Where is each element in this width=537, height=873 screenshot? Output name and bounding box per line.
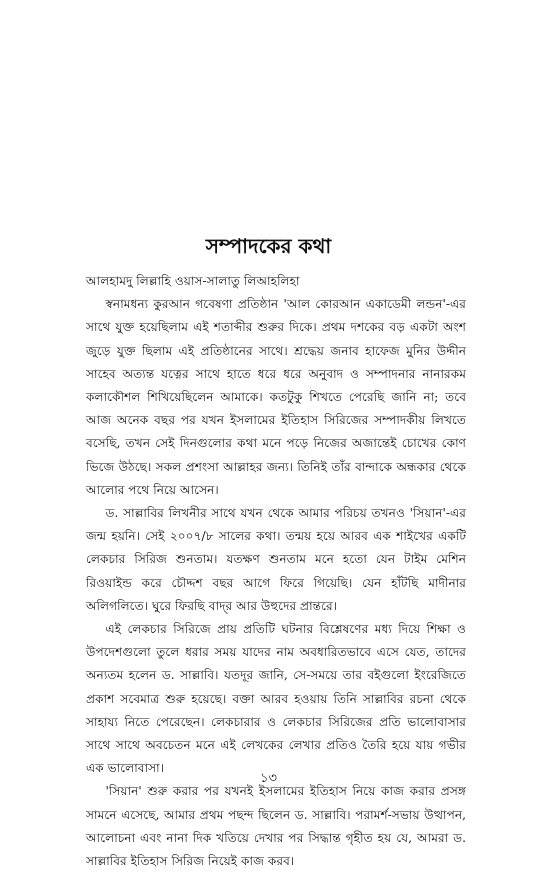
paragraph: 'সিয়ান' শুরু করার পর যখনই ইসলামের ইতিহাস নিয়ে কাজ করার প্রসঙ্গ সামনে এসেছে, আমার প্রথম পছন্দ ছিলেন ড. সাল্লাবি। পরামর্শ-সভায় উত্থাপন, আলোচনা এবং নানা দিক খতিয়ে দেখার পর সিদ্ধান্ত গৃহীত হয় যে, আমরা ড. সাল্লাবির ইতিহাস সিরিজ নিয়েই কাজ করব। <box>86 784 466 869</box>
invocation-line: আলহামদু লিল্লাহি ওয়াস-সালাতু লিআহলিহা <box>86 274 300 288</box>
page-number: ১৩ <box>260 771 277 786</box>
paragraph: ড. সাল্লাবির লিখনীর সাথে যখন থেকে আমার পরিচয় তখনও 'সিয়ান'-এর জন্ম হয়নি। সেই ২০০৭/৮ সালের কথা। তন্ময় হয়ে আরব এক শাইখের একটি লেকচার সিরিজ শুনতাম। যতক্ষণ শুনতাম মনে হতো যেন টাইম মেশিন রিওয়াইন্ড করে চৌদ্দশ বছর আগে ফিরে গিয়েছি। যেন হাঁটছি মাদীনার অলিগলিতে। ঘুরে ফিরছি বাদ্‌র আর উহুদের প্রান্তরে। <box>86 506 466 613</box>
paragraph: স্বনামধন্য কুরআন গবেষণা প্রতিষ্ঠান 'আল কোরআন একাডেমী লন্ডন'-এর সাথে যুক্ত হয়েছিলাম এই শতাব্দীর শুরুর দিকে। প্রথম দশকের বড় একটা অংশ জুড়ে যুক্ত ছিলাম এই প্রতিষ্ঠানের সাথে। শ্রদ্ধেয় জনাব হাফেজ মুনির উদ্দীন সাহেব অত্যন্ত যত্নের সাথে হাতে ধরে ধরে অনুবাদ ও সম্পাদনার নানারকম কলাকৌশল শিখিয়েছিলেন আমাকে। কতটুকু শিখতে পেরেছি জানি না; তবে আজ অনেক বছর পর যখন ইসলামের ইতিহাস সিরিজের সম্পাদকীয় লিখতে বসেছি, তখন সেই দিনগুলোর কথা মনে পড়ে নিজের অজান্তেই চোখের কোণ ভিজে উঠছে। সকল প্রশংসা আল্লাহর জন্য। তিনিই তাঁর বান্দাকে অন্ধকার থেকে আলোর পথে নিয়ে আসেন। <box>86 297 466 497</box>
paragraph: এই লেকচার সিরিজে প্রায় প্রতিটি ঘটনার বিশ্লেষণের মধ্য দিয়ে শিক্ষা ও উপদেশগুলো তুলে ধরার সময় যাদের নাম অবধারিতভাবে এসে যেত, তাদের অন্যতম হলেন ড. সাল্লাবি। যতদূর জানি, সে-সময়ে তার বইগুলো ইংরেজিতে প্রকাশ সবেমাত্র শুরু হয়েছে। বক্তা আরব হওয়ায় তিনি সাল্লাবির রচনা থেকে সাহায্য নিতে পেরেছেন। লেকচারার ও লেকচার সিরিজের প্রতি ভালোবাসার সাথে সাথে অবচেতন মনে এই লেখকের লেখার প্রতিও তৈরি হয়ে যায় গভীর এক ভালোবাসা। <box>86 622 466 776</box>
chapter-title: সম্পাদকের কথা <box>205 234 332 258</box>
